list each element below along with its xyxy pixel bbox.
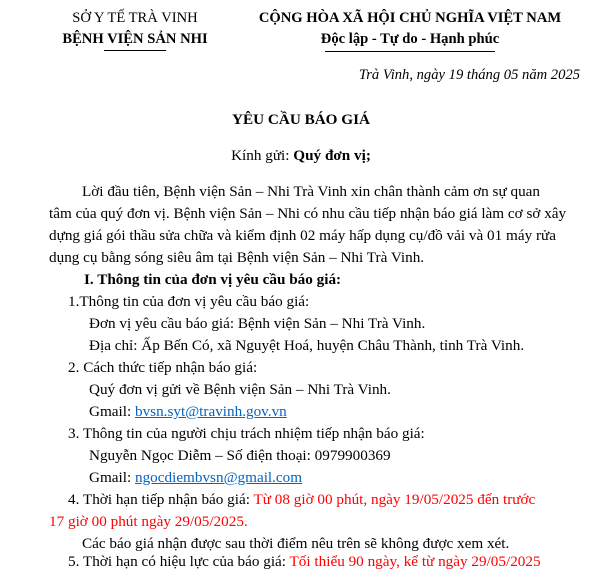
item3-person: Nguyễn Ngọc Diễm – Số điện thoại: 0979900369 bbox=[89, 447, 391, 464]
greeting-prefix: Kính gửi: bbox=[231, 147, 294, 164]
item2-gmail-line bbox=[89, 403, 287, 421]
section1-heading: I. Thông tin của đơn vị yêu cầu báo giá: bbox=[84, 271, 342, 288]
item3-gmail-link[interactable]: ngocdiembvsn@gmail.com bbox=[134, 469, 303, 486]
item5-line bbox=[68, 553, 541, 571]
item5-label: 5. Thời hạn có hiệu lực của báo giá: bbox=[68, 553, 290, 570]
item2-gmail-label: Gmail: bbox=[89, 403, 135, 420]
intro-line-4: dụng cụ bằng sóng siêu âm tại Bệnh viện Sản – Nhi Trà Vinh. bbox=[49, 249, 425, 266]
item1-address: Địa chỉ: Ấp Bến Có, xã Nguyệt Hoá, huyện Châu Thành, tỉnh Trà Vinh. bbox=[89, 337, 525, 354]
item3-gmail-line bbox=[89, 469, 302, 487]
nation-name: CỘNG HÒA XÃ HỘI CHỦ NGHĨA VIỆT NAM bbox=[258, 10, 562, 26]
item1-label: 1.Thông tin của đơn vị yêu cầu báo giá: bbox=[68, 293, 310, 310]
item2-text: Quý đơn vị gửi về Bệnh viện Sản – Nhi Trà Vinh. bbox=[89, 381, 391, 398]
date-line: Trà Vinh, ngày 19 tháng 05 năm 2025 bbox=[358, 67, 580, 83]
item4-label: 4. Thời hạn tiếp nhận báo giá: bbox=[68, 491, 254, 508]
intro-line-3: dựng giá gói thầu sửa chữa và kiểm định 02 máy hấp dụng cụ/đồ vải và 01 máy rửa bbox=[49, 227, 556, 244]
motto-underline bbox=[325, 51, 495, 52]
org-name: BỆNH VIỆN SẢN NHI bbox=[62, 31, 208, 47]
item2-gmail-link[interactable]: bvsn.syt@travinh.gov.vn bbox=[134, 403, 287, 420]
item4-line bbox=[68, 491, 535, 509]
item1-unit: Đơn vị yêu cầu báo giá: Bệnh viện Sản – Nhi Trà Vinh. bbox=[89, 315, 426, 332]
item3-label: 3. Thông tin của người chịu trách nhiệm tiếp nhận báo giá: bbox=[68, 425, 425, 442]
intro-line-2: tâm của quý đơn vị. Bệnh viện Sản – Nhi có nhu cầu tiếp nhận báo giá làm cơ sở xây bbox=[49, 205, 567, 222]
item4-deadline-end: 17 giờ 00 phút ngày 29/05/2025. bbox=[49, 513, 248, 530]
intro-line-1: Lời đầu tiên, Bệnh viện Sản – Nhi Trà Vinh xin chân thành cảm ơn sự quan bbox=[82, 183, 540, 200]
item3-gmail-label: Gmail: bbox=[89, 469, 135, 486]
item4-deadline-start: Từ 08 giờ 00 phút, ngày 19/05/2025 đến trước bbox=[253, 491, 536, 508]
greeting-line bbox=[0, 147, 602, 165]
document-title: YÊU CẦU BÁO GIÁ bbox=[232, 111, 370, 128]
item2-label: 2. Cách thức tiếp nhận báo giá: bbox=[68, 359, 258, 376]
org-parent-name: SỞ Y TẾ TRÀ VINH bbox=[72, 10, 198, 26]
item5-validity: Tối thiểu 90 ngày, kể từ ngày 29/05/2025 bbox=[289, 553, 541, 570]
org-underline bbox=[104, 50, 166, 51]
item4-note: Các báo giá nhận được sau thời điểm nêu trên sẽ không được xem xét. bbox=[82, 535, 510, 552]
nation-motto: Độc lập - Tự do - Hạnh phúc bbox=[320, 31, 500, 47]
greeting-recipient: Quý đơn vị; bbox=[293, 147, 371, 164]
